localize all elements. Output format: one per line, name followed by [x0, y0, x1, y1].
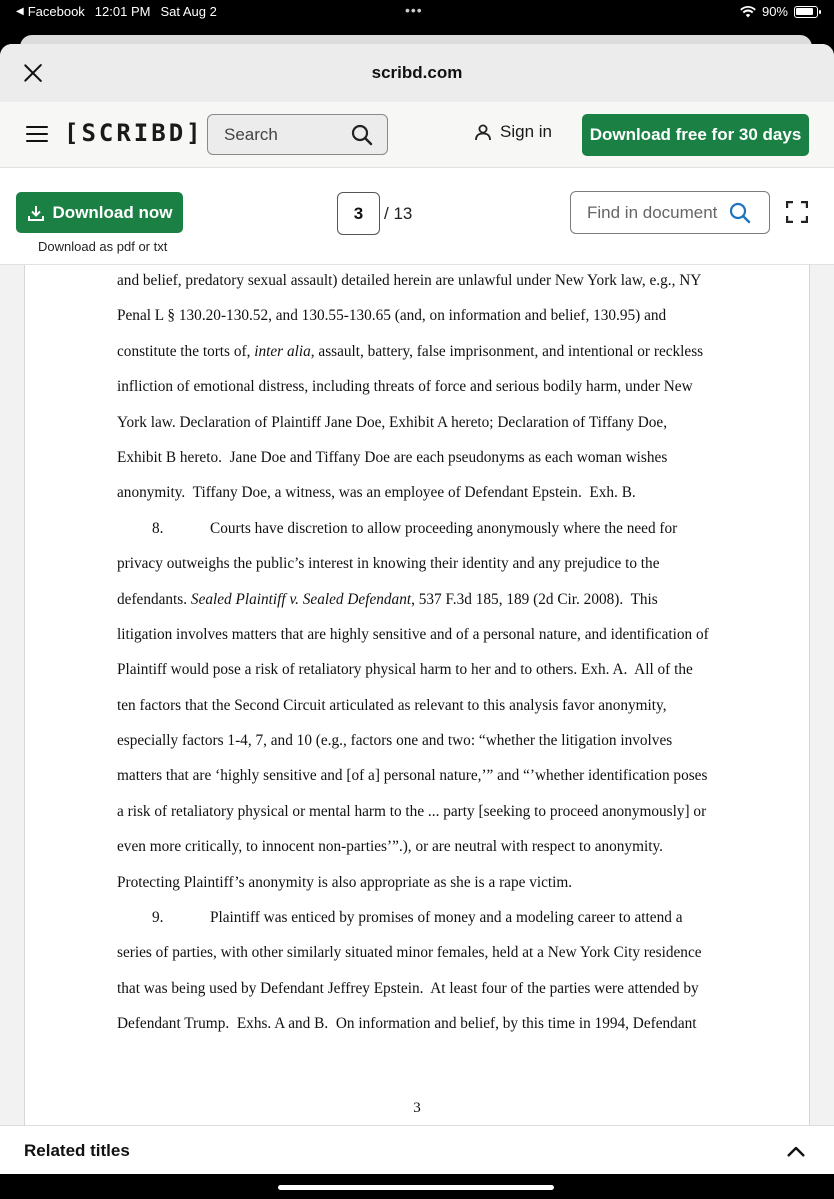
line-text: anonymity. Tiffany Doe, a witness, was an employee of Defendant Epstein. Exh. B.	[117, 484, 636, 502]
scribd-logo[interactable]: [SCRIBD]	[64, 119, 204, 147]
sign-in-label: Sign in	[500, 122, 552, 141]
line-text: a risk of retaliatory physical or mental harm to the ... party [seeking to proceed anonymously] or	[117, 802, 707, 820]
line-text: infliction of emotional distress, including threats of force and serious bodily harm, under New	[117, 378, 693, 396]
status-date: Sat Aug 2	[160, 4, 217, 19]
document-line	[117, 552, 727, 587]
document-line	[117, 835, 727, 870]
line-text: and belief, predatory sexual assault) detailed herein are unlawful under New York law, e.g., NY	[117, 272, 702, 289]
document-line	[117, 269, 727, 304]
document-line	[117, 977, 727, 1012]
document-line	[117, 694, 727, 729]
line-text: Plaintiff would pose a risk of retaliatory physical harm to her and to others. Exh. A. All of the	[117, 661, 693, 679]
download-icon	[27, 204, 45, 222]
document-text	[117, 269, 727, 1048]
site-nav	[0, 102, 834, 168]
document-line	[117, 517, 727, 552]
line-text: York law. Declaration of Plaintiff Jane Doe, Exhibit A hereto; Declaration of Tiffany Doe,	[117, 413, 668, 431]
chevron-up-icon[interactable]	[786, 1142, 806, 1162]
paragraph-number: 9.	[152, 909, 164, 927]
line-text: Defendant Trump. Exhs. A and B. On information and belief, by this time in 1994, Defendant	[117, 1015, 697, 1033]
battery-percent: 90%	[761, 4, 788, 19]
line-italic-text: Sealed Plaintiff v. Sealed Defendant	[190, 590, 412, 608]
document-line	[117, 906, 727, 941]
line-text: , assault, battery, false imprisonment, and intentional or reckless	[310, 342, 704, 360]
page-total: / 13	[384, 204, 413, 223]
document-line	[117, 588, 727, 623]
document-line	[117, 800, 727, 835]
back-to-app[interactable]	[16, 4, 85, 19]
download-now-label: Download now	[52, 202, 173, 222]
fullscreen-icon[interactable]	[786, 201, 808, 223]
wifi-icon	[740, 6, 756, 18]
document-line	[117, 941, 727, 976]
related-titles-label: Related titles	[24, 1141, 130, 1160]
menu-icon[interactable]	[26, 126, 48, 142]
status-time: 12:01 PM	[94, 4, 151, 19]
line-text: Exhibit B hereto. Jane Doe and Tiffany Doe are each pseudonyms as each woman wishes	[117, 448, 668, 466]
document-viewer[interactable]	[0, 265, 834, 1127]
line-text: Penal L § 130.20-130.52, and 130.55-130.65 (and, on information and belief, 130.95) and	[117, 307, 667, 325]
document-toolbar	[0, 168, 834, 265]
document-line	[117, 446, 727, 481]
document-line	[117, 729, 727, 764]
sign-in-link[interactable]	[474, 122, 552, 142]
document-line	[117, 623, 727, 658]
in-app-browser	[0, 44, 834, 1174]
find-placeholder: Find in document	[587, 203, 718, 222]
page-footer-number: 3	[413, 1100, 421, 1116]
back-app-label: Facebook	[27, 4, 85, 19]
line-italic-text: inter alia	[254, 342, 311, 360]
document-line	[117, 375, 727, 410]
line-text: defendants.	[117, 590, 191, 608]
status-bar	[0, 0, 834, 26]
paragraph-number: 8.	[152, 519, 164, 537]
document-line	[117, 304, 727, 339]
download-format-note: Download as pdf or txt	[38, 239, 168, 254]
document-line	[117, 1012, 727, 1047]
download-free-trial-button[interactable]: Download free for 30 days	[582, 114, 809, 156]
document-page	[24, 265, 810, 1127]
line-text: ten factors that the Second Circuit articulated as relevant to this analysis favor anonymity,	[117, 696, 667, 714]
search-placeholder: Search	[224, 125, 278, 144]
find-in-document-input[interactable]	[570, 191, 770, 234]
page-number-input[interactable]: 3	[337, 192, 380, 235]
document-line	[117, 481, 727, 516]
browser-header	[0, 44, 834, 102]
line-text: , 537 F.3d 185, 189 (2d Cir. 2008). This	[411, 590, 658, 608]
user-icon	[474, 123, 492, 141]
line-text: series of parties, with other similarly situated minor females, held at a New York City residence	[117, 944, 702, 962]
line-text: even more critically, to innocent non-parties’”.), or are neutral with respect to anonymity.	[117, 838, 663, 856]
search-icon[interactable]	[351, 124, 373, 146]
document-line	[117, 871, 727, 906]
line-text: privacy outweighs the public’s interest in knowing their identity and any prejudice to the	[117, 555, 660, 573]
search-input[interactable]	[207, 114, 388, 155]
search-icon[interactable]	[729, 202, 751, 224]
line-text: Courts have discretion to allow proceeding anonymously where the need for	[210, 519, 678, 537]
home-indicator[interactable]	[278, 1185, 554, 1190]
line-text: Protecting Plaintiff’s anonymity is also appropriate as she is a rape victim.	[117, 873, 573, 891]
document-line	[117, 340, 727, 375]
multitask-dots-icon[interactable]: •••	[405, 2, 423, 18]
document-line	[117, 411, 727, 446]
related-titles-bar[interactable]	[0, 1125, 834, 1174]
back-triangle-icon: ◀	[16, 6, 24, 17]
line-text: that was being used by Defendant Jeffrey Epstein. At least four of the parties were attended by	[117, 979, 699, 997]
document-line	[117, 658, 727, 693]
line-text: constitute the torts of,	[117, 342, 255, 360]
battery-icon	[794, 6, 818, 18]
download-now-button[interactable]	[16, 192, 183, 233]
browser-domain: scribd.com	[371, 63, 463, 82]
line-text: matters that are ‘highly sensitive and [of a] personal nature,’” and “’whether identification poses	[117, 767, 708, 785]
line-text: Plaintiff was enticed by promises of money and a modeling career to attend a	[210, 909, 683, 927]
document-line	[117, 764, 727, 799]
line-text: especially factors 1-4, 7, and 10 (e.g., factors one and two: “whether the litigation involves	[117, 732, 673, 750]
line-text: litigation involves matters that are highly sensitive and of a personal nature, and identification of	[117, 625, 709, 643]
